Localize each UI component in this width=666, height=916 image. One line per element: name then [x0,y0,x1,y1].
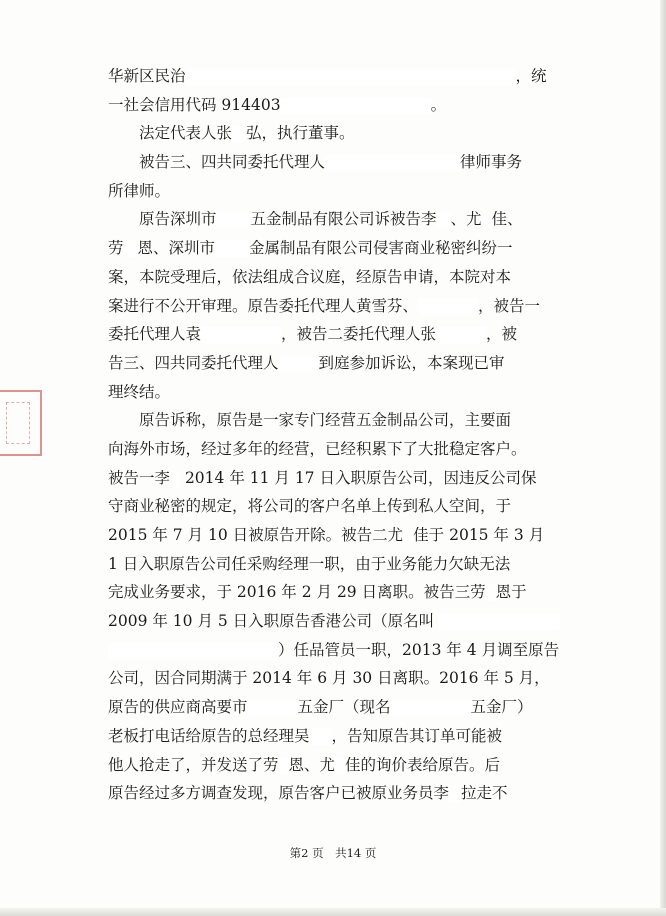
text-line: 守商业秘密的规定，将公司的客户名单上传到私人空间，于 [108,497,512,516]
text-line: 2015 年 7 月 10 日被原告开除。被告二尤 佳于 2015 年 3 月 [108,526,545,544]
redaction [108,643,278,659]
scan-edge-right [660,0,666,916]
text-line: 1 日入职原告公司任采购经理一职，由于业务能力欠缺无法 [108,554,511,573]
text-line: 委托代理人袁 ，被告二委托代理人张 ，被 [108,325,518,344]
text-line: ）任品管员一职，2013 年 4 月调至原告 [108,636,588,665]
redaction [279,758,289,774]
redaction [391,700,471,716]
redaction [482,212,492,228]
text-line: 被告一李 2014 年 11 月 17 日入职原告公司，因违反公司保 [108,468,537,487]
text-line: 劳 恩、深圳市 金属制品有限公司侵害商业秘密纠纷一 [108,239,513,258]
text-line: 原告深圳市 五金制品有限公司诉被告李 、尤 佳、 [139,210,523,229]
redaction [310,729,332,745]
redaction [439,614,559,630]
redaction [201,327,281,343]
redaction [248,700,298,716]
redaction [281,98,431,114]
redaction [403,528,413,544]
redaction [215,241,249,257]
redaction [486,585,496,601]
text-line: 一社会信用代码 914403 。 [108,95,447,114]
text-line: 理终结。 [108,382,171,401]
text-line: 原告经过多方调查发现，原告客户已被原业务员李 拉走不 [108,784,508,803]
text-line: 告三、四共同委托代理人 到庭参加诉讼，本案现已审 [108,353,505,372]
text-line: 被告三、四共同委托代理人 律师事务 [139,153,523,172]
redaction [186,69,516,85]
redaction [436,327,486,343]
text-line: 原告的供应商高要市 五金厂（现名 五金厂） [108,698,533,717]
redaction [232,126,246,142]
redaction [279,356,319,372]
text-line: 原告诉称，原告是一家专门经营五金制品公司，主要面 [139,411,512,430]
redaction [449,786,461,802]
seal-stamp-inner [6,402,30,444]
redaction [170,471,180,487]
text-line: 公司，因合同期满于 2014 年 6 月 30 日离职。2016 年 5 月， [108,669,550,688]
redaction [418,299,478,315]
redaction [325,155,460,171]
redaction [437,212,451,228]
text-line: 向海外市场，经过多年的经营，已经积累下了大批稳定客户。 [108,439,527,458]
redaction [124,241,138,257]
text-line: 所律师。 [108,181,171,200]
text-line: 案，本院受理后，依法组成合议庭，经原告申请，本院对本 [108,267,512,286]
text-line: 法定代表人张 弘，执行董事。 [139,124,355,143]
text-line: 完成业务要求，于 2016 年 2 月 29 日离职。被告三劳 恩于 [108,583,527,602]
page-number: 第2 页 共14 页 [289,846,377,860]
scan-edge-bottom [0,908,666,916]
text-line: 2009 年 10 月 5 日入职原告香港公司（原名叫 [108,607,588,636]
body-text [108,62,588,808]
text-line: 华新区民治 ，统 [108,67,547,85]
redaction [217,212,251,228]
text-line: 他人抢走了，并发送了劳 恩、尤 佳的询价表给原告。后 [108,755,501,774]
seal-stamp [0,390,42,456]
redaction [335,758,345,774]
text-line: 老板打电话给原告的总经理吴 ，告知原告其订单可能被 [108,726,503,745]
text-line: 案进行不公开审理。原告委托代理人黄雪芬、 ，被告一 [108,296,541,315]
